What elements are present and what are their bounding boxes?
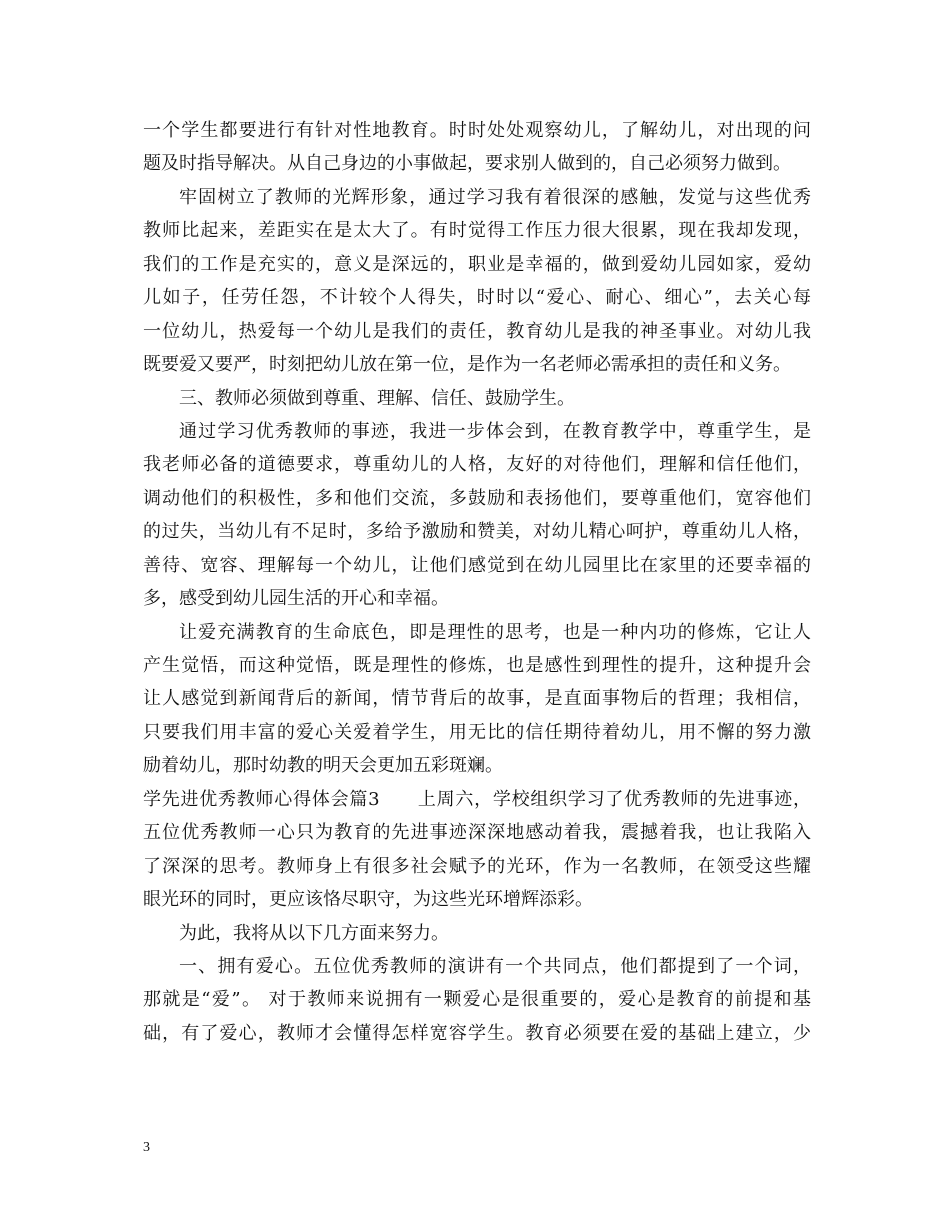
text-line: 产生觉悟，而这种觉悟，既是理性的修炼，也是感性到理性的提升，这种提升会 [143, 655, 811, 676]
text-line: 通过学习优秀教师的事迹，我进一步体会到，在教育教学中，尊重学生，是 [179, 420, 811, 442]
text-line: 一个学生都要进行有针对性地教育。时时处处观察幼儿，了解幼儿，对出现的问 [143, 120, 811, 141]
text-line: 那就是“爱”。 对于教师来说拥有一颗爱心是很重要的，爱心是教育的前提和基 [143, 989, 811, 1011]
text-line: 一位幼儿，热爱每一个幼儿是我们的责任，教育幼儿是我的神圣事业。对幼儿我 [143, 320, 811, 342]
page-number: 3 [143, 1140, 150, 1155]
text-line: 一、拥有爱心。五位优秀教师的演讲有一个共同点，他们都提到了一个词， [179, 955, 811, 977]
text-line: 教师比起来，差距实在是太大了。有时觉得工作压力很大很累，现在我却发现， [143, 220, 811, 242]
text-line: 多，感受到幼儿园生活的开心和幸福。 [143, 588, 449, 610]
text-line: 让爱充满教育的生命底色，即是理性的思考，也是一种内功的修炼，它让人 [179, 621, 811, 643]
text-line: 五位优秀教师一心只为教育的先进事迹深深地感动着我，震撼着我，也让我陷入 [143, 822, 811, 844]
text-line: 让人感觉到新闻背后的新闻，情节背后的故事，是直面事物后的哲理；我相信， [143, 688, 811, 710]
text-line: 为此，我将从以下几方面来努力。 [179, 922, 449, 944]
document-body [143, 114, 811, 1050]
text-line: 儿如子，任劳任怨，不计较个人得失，时时以“爱心、耐心、细心”，去关心每 [143, 287, 811, 309]
text-line: 三、教师必须做到尊重、理解、信任、鼓励学生。 [179, 387, 575, 409]
text-line: 题及时指导解决。从自己身边的小事做起，要求别人做到的，自己必须努力做到。 [143, 153, 791, 175]
text-line: 了深深的思考。教师身上有很多社会赋予的光环，作为一名教师，在领受这些耀 [143, 855, 811, 877]
text-line: 牢固树立了教师的光辉形象，通过学习我有着很深的感触，发觉与这些优秀 [179, 186, 811, 208]
text-line: 调动他们的积极性，多和他们交流，多鼓励和表扬他们，要尊重他们，宽容他们 [143, 487, 811, 509]
text-line: 的过失，当幼儿有不足时，多给予激励和赞美，对幼儿精心呵护，尊重幼儿人格， [143, 521, 811, 543]
text-line: 只要我们用丰富的爱心关爱着学生，用无比的信任期待着幼儿，用不懈的努力激 [143, 721, 811, 743]
text-line: 础，有了爱心，教师才会懂得怎样宽容学生。教育必须要在爱的基础上建立，少 [143, 1022, 811, 1044]
text-line: 励着幼儿，那时幼教的明天会更加五彩斑斓。 [143, 755, 503, 777]
text-line: 善待、宽容、理解每一个幼儿，让他们感觉到在幼儿园里比在家里的还要幸福的 [143, 554, 811, 576]
text-line: 我老师必备的道德要求，尊重幼儿的人格，友好的对待他们，理解和信任他们， [143, 454, 811, 476]
text-line: 既要爱又要严，时刻把幼儿放在第一位，是作为一名老师必需承担的责任和义务。 [143, 354, 791, 376]
text-line: 我们的工作是充实的，意义是深远的，职业是幸福的，做到爱幼儿园如家，爱幼 [143, 253, 811, 275]
text-line: 学先进优秀教师心得体会篇3 上周六，学校组织学习了优秀教师的先进事迹， [143, 788, 811, 810]
text-line: 眼光环的同时，更应该恪尽职守，为这些光环增辉添彩。 [143, 889, 593, 911]
